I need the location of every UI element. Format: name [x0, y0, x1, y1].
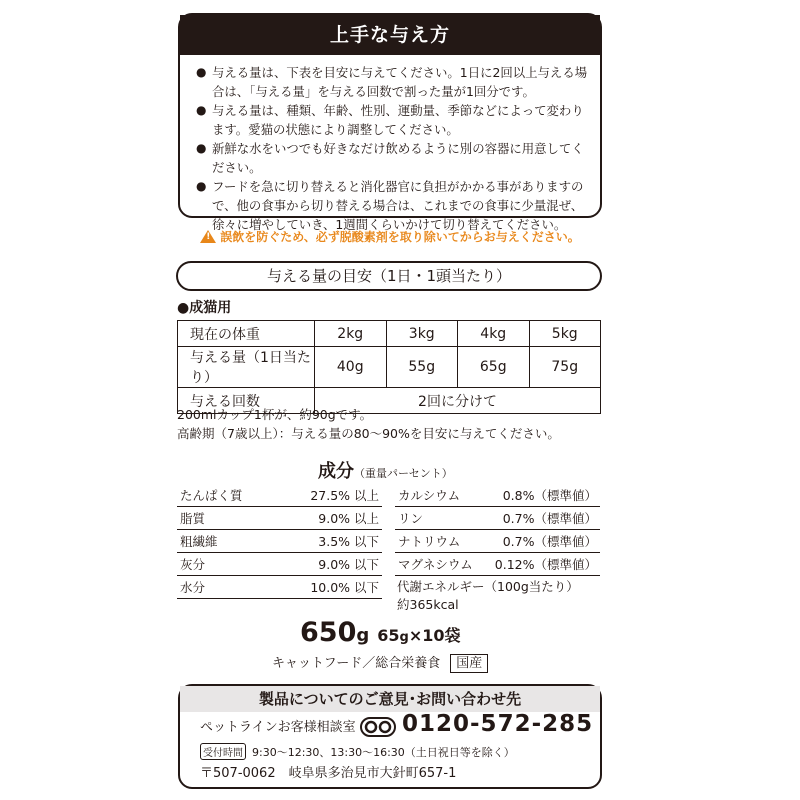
contact-dept: ペットラインお客様相談室 [200, 720, 356, 735]
amount-header: 与える量（1日当たり） [178, 347, 315, 388]
nutrient-value: 9.0% 以下 [275, 553, 382, 576]
composition-right-table [395, 484, 600, 576]
net-weight: 650 [300, 617, 357, 648]
nutrient-name: カルシウム [395, 484, 483, 507]
composition-left-table [177, 484, 382, 599]
origin-badge: 国産 [450, 654, 488, 673]
times-cell: 2回に分けて [315, 388, 601, 414]
pack-count: ×10袋 [408, 626, 461, 645]
table-row [395, 530, 600, 553]
howto-list [180, 55, 600, 234]
nutrient-value: 27.5% 以上 [275, 484, 382, 507]
weight-cell: 2kg [315, 321, 387, 347]
weight-cell: 4kg [458, 321, 530, 347]
amount-cell: 75g [529, 347, 601, 388]
weight-cell: 5kg [529, 321, 601, 347]
table-row [177, 576, 382, 599]
senior-note: 高齢期（7歳以上）：与える量の80～90%を目安に与えてください。 [177, 426, 560, 441]
hours-label: 受付時間 [200, 743, 246, 760]
nutrient-value: 0.8%（標準値） [483, 484, 600, 507]
warning-note [178, 228, 602, 245]
howto-item: ● フードを急に切り替えると消化器官に負担がかかる事がありますので、他の食事から切り替える場合は、これまでの食事に少量混ぜ、徐々に増やしていき、1週間くらいかけて切り替えてください。 [196, 177, 588, 234]
weight-cell: 3kg [386, 321, 458, 347]
nutrient-name: 粗繊維 [177, 530, 275, 553]
nutrient-value: 0.7%（標準値） [483, 507, 600, 530]
table-row [395, 484, 600, 507]
nutrient-value: 0.7%（標準値） [483, 530, 600, 553]
nutrient-value: 0.12%（標準値） [483, 553, 600, 576]
energy-value: 約365kcal [397, 597, 459, 612]
nutrient-name: マグネシウム [395, 553, 483, 576]
table-row [177, 507, 382, 530]
contact-title: 製品についてのご意見･お問い合わせ先 [180, 686, 600, 712]
freedial-icon [360, 717, 396, 737]
net-weight-line [300, 617, 461, 648]
contact-box [178, 684, 602, 789]
amount-cell: 55g [386, 347, 458, 388]
category-line [272, 652, 488, 673]
feeding-table [177, 320, 601, 414]
howto-item: ● 与える量は、下表を目安に与えてください。1日に2回以上与える場合は、「与える量」を与える回数で割った量が1回分です。 [196, 63, 588, 101]
nutrient-value: 9.0% 以上 [275, 507, 382, 530]
hours-text: 9:30～12:30、13:30～16:30（土日祝日等を除く） [252, 746, 515, 759]
phone-number[interactable]: 0120-572-285 [402, 711, 594, 737]
nutrient-name: たんぱく質 [177, 484, 275, 507]
composition-subtitle: （重量パーセント） [354, 467, 453, 480]
pack-amount: 65 [377, 626, 400, 645]
cup-note: 200mlカップ1杯が、約90gです。 [177, 407, 373, 422]
table-row [178, 321, 601, 347]
nutrient-value: 10.0% 以下 [275, 576, 382, 599]
nutrient-name: 水分 [177, 576, 275, 599]
composition-title [318, 457, 453, 483]
warning-text: 誤飲を防ぐため、必ず脱酸素剤を取り除いてからお与えください。 [220, 230, 580, 244]
times-header: 与える回数 [178, 388, 315, 414]
pack-unit: g [399, 630, 409, 645]
table-row [177, 530, 382, 553]
product-category: キャットフード／総合栄養食 [272, 656, 441, 671]
warning-triangle-icon: ! [200, 230, 216, 243]
feeding-guide-title: 与える量の目安（1日・1頭当たり） [176, 261, 602, 291]
table-row [395, 507, 600, 530]
table-row [177, 553, 382, 576]
composition-title-text: 成分 [318, 461, 354, 482]
howto-item: ● 与える量は、種類、年齢、性別、運動量、季節などによって変わります。愛猫の状態により調整してください。 [196, 101, 588, 139]
nutrient-name: 脂質 [177, 507, 275, 530]
howto-title: 上手な与え方 [180, 15, 600, 55]
adult-cat-label: ●成猫用 [177, 300, 232, 316]
nutrient-name: 灰分 [177, 553, 275, 576]
table-row [177, 484, 382, 507]
address: 〒507-0062 岐阜県多治見市大針町657-1 [200, 766, 457, 781]
nutrient-name: ナトリウム [395, 530, 483, 553]
howto-box [178, 13, 602, 232]
table-row [178, 347, 601, 388]
amount-cell: 40g [315, 347, 387, 388]
energy-label: 代謝エネルギー（100g当たり） [397, 579, 579, 594]
table-row [395, 553, 600, 576]
energy-info [397, 578, 579, 614]
howto-item: ● 新鮮な水をいつでも好きなだけ飲めるように別の容器に用意してください。 [196, 139, 588, 177]
net-weight-unit: g [356, 625, 370, 646]
weight-header: 現在の体重 [178, 321, 315, 347]
amount-cell: 65g [458, 347, 530, 388]
hours-row [200, 743, 515, 760]
nutrient-value: 3.5% 以下 [275, 530, 382, 553]
nutrient-name: リン [395, 507, 483, 530]
